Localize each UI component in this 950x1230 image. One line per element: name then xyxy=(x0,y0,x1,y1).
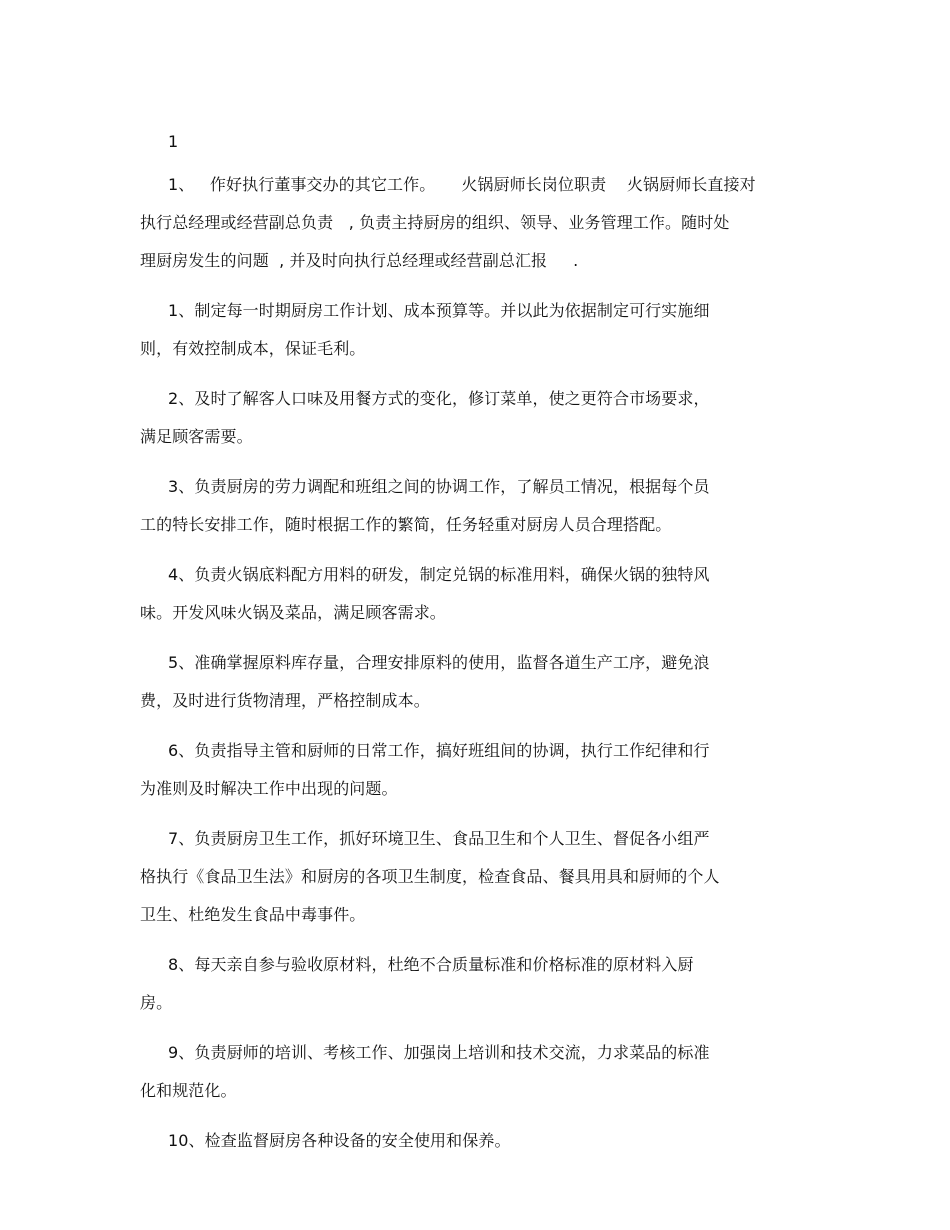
paragraph-line: 则，有效控制成本，保证毛利。 xyxy=(140,339,366,358)
paragraph-line: 5、准确掌握原料库存量，合理安排原料的使用，监督各道生产工序，避免浪 xyxy=(168,653,710,672)
paragraph-line: 卫生、杜绝发生食品中毒事件。 xyxy=(140,905,366,924)
paragraph-line: 7、负责厨房卫生工作，抓好环境卫生、食品卫生和个人卫生、督促各小组严 xyxy=(168,829,710,848)
paragraph-line: 味。开发风味火锅及菜品，满足顾客需求。 xyxy=(140,603,446,622)
paragraph-line: 3、负责厨房的劳力调配和班组之间的协调工作，了解员工情况，根据每个员 xyxy=(168,477,710,496)
paragraph-line: 1、制定每一时期厨房工作计划、成本预算等。并以此为依据制定可行实施细 xyxy=(168,301,710,320)
document-body xyxy=(140,171,800,1154)
paragraph-line: 9、负责厨师的培训、考核工作、加强岗上培训和技术交流，力求菜品的标准 xyxy=(168,1043,710,1062)
paragraph-line: 1、 作好执行董事交办的其它工作。 火锅厨师长岗位职责 火锅厨师长直接对 xyxy=(168,175,756,194)
paragraph-line: 10、检查监督厨房各种设备的安全使用和保养。 xyxy=(168,1131,511,1150)
paragraph-line: 满足顾客需要。 xyxy=(140,427,253,446)
paragraph-line: 执行总经理或经营副总负责 , 负责主持厨房的组织、领导、业务管理工作。随时处 xyxy=(140,213,730,232)
paragraph-line: 化和规范化。 xyxy=(140,1081,237,1100)
page-number: 1 xyxy=(168,132,179,151)
paragraph-line: 6、负责指导主管和厨师的日常工作，搞好班组间的协调，执行工作纪律和行 xyxy=(168,741,710,760)
paragraph-line: 理厨房发生的问题 , 并及时向执行总经理或经营副总汇报 . xyxy=(140,251,579,270)
paragraph-line: 工的特长安排工作，随时根据工作的繁简，任务轻重对厨房人员合理搭配。 xyxy=(140,515,672,534)
paragraph-line: 4、负责火锅底料配方用料的研发，制定兑锅的标准用料，确保火锅的独特风 xyxy=(168,565,710,584)
paragraph-line: 8、每天亲自参与验收原材料，杜绝不合质量标准和价格标准的原材料入厨 xyxy=(168,955,694,974)
paragraph-line: 为准则及时解决工作中出现的问题。 xyxy=(140,779,398,798)
paragraph-line: 费，及时进行货物清理，严格控制成本。 xyxy=(140,691,430,710)
paragraph-line: 格执行《食品卫生法》和厨房的各项卫生制度，检查食品、餐具用具和厨师的个人 xyxy=(140,867,720,886)
paragraph-line: 2、及时了解客人口味及用餐方式的变化，修订菜单，使之更符合市场要求， xyxy=(168,389,710,408)
paragraph-line: 房。 xyxy=(140,993,173,1012)
